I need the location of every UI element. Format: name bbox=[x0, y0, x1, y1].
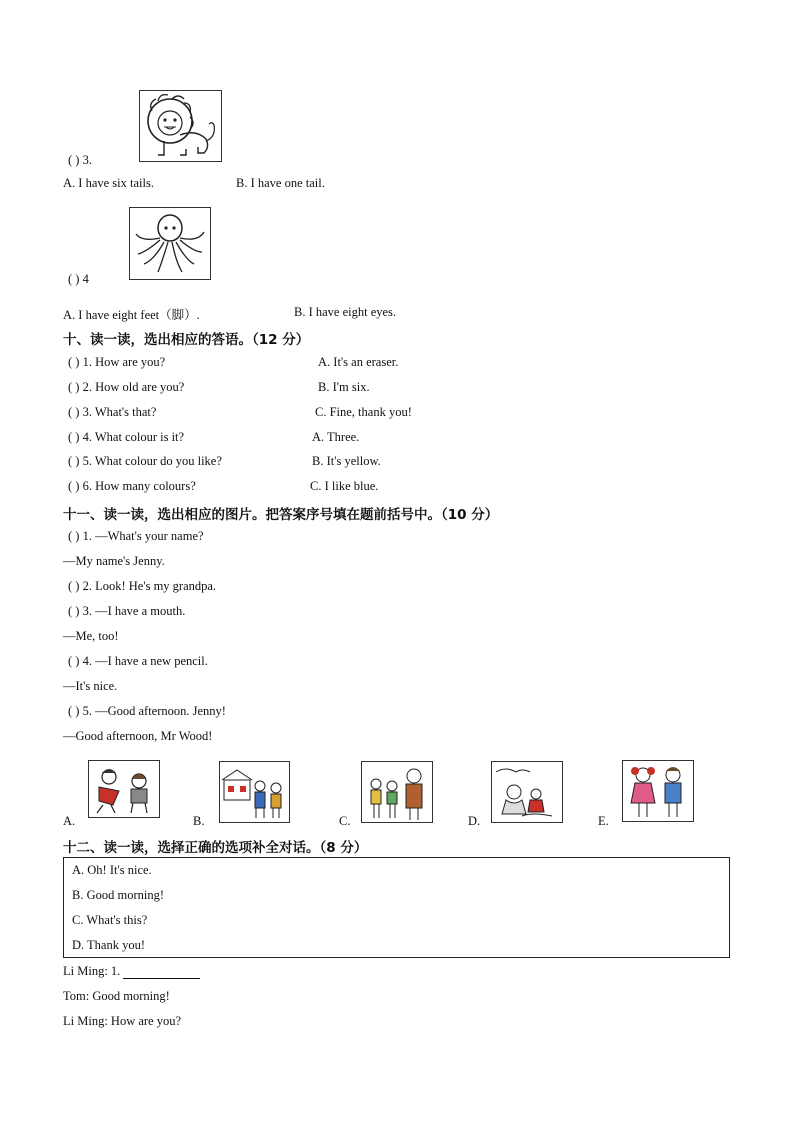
picture-a-children-playing bbox=[88, 760, 160, 818]
section12-title: 十二、读一读，选择正确的选项补全对话。（8 分） bbox=[63, 840, 368, 856]
s11-line-7: —It's nice. bbox=[63, 679, 118, 693]
option-c: C. What's this? bbox=[72, 913, 148, 927]
dialog-line-1 bbox=[63, 964, 200, 979]
picture-e-girl-and-boy bbox=[622, 760, 694, 822]
s10-q6: ( ) 6. How many colours? bbox=[68, 479, 196, 493]
s10-q2: ( ) 2. How old are you? bbox=[68, 380, 185, 394]
option-a: A. Oh! It's nice. bbox=[72, 863, 152, 877]
section10-title: 十、读一读，选出相应的答语。（12 分） bbox=[63, 332, 310, 348]
s11-line-4: ( ) 3. —I have a mouth. bbox=[68, 604, 186, 618]
q4-option-b: B. I have eight eyes. bbox=[294, 305, 397, 319]
s10-a6: C. I like blue. bbox=[310, 479, 379, 493]
s11-line-1: ( ) 1. —What's your name? bbox=[68, 529, 204, 543]
picture-label-a: A. bbox=[63, 814, 76, 828]
q3-number: ( ) 3. bbox=[68, 153, 92, 167]
picture-label-b: B. bbox=[193, 814, 205, 828]
picture-label-c: C. bbox=[339, 814, 351, 828]
picture-b-family-house bbox=[219, 761, 290, 823]
s10-a3: C. Fine, thank you! bbox=[315, 405, 412, 419]
dialog-line-2: Tom: Good morning! bbox=[63, 989, 170, 1003]
q4-number: ( ) 4 bbox=[68, 272, 89, 286]
section11-title: 十一、读一读，选出相应的图片。把答案序号填在题前括号中。（10 分） bbox=[63, 507, 499, 523]
q4-option-a: A. I have eight feet（脚）. bbox=[63, 308, 200, 322]
option-d: D. Thank you! bbox=[72, 938, 146, 952]
s11-line-9: —Good afternoon, Mr Wood! bbox=[63, 729, 213, 743]
s11-line-2: —My name's Jenny. bbox=[63, 554, 165, 568]
dialog-line-3: Li Ming: How are you? bbox=[63, 1014, 182, 1028]
s11-line-8: ( ) 5. —Good afternoon. Jenny! bbox=[68, 704, 226, 718]
s10-a5: B. It's yellow. bbox=[312, 454, 381, 468]
octopus-picture bbox=[129, 207, 211, 280]
picture-label-e: E. bbox=[598, 814, 609, 828]
picture-c-teacher-and-kids bbox=[361, 761, 433, 823]
s10-q1: ( ) 1. How are you? bbox=[68, 355, 166, 369]
q3-option-b: B. I have one tail. bbox=[236, 176, 325, 190]
dialog-line-1-text: Li Ming: 1. bbox=[63, 964, 121, 978]
s10-q3: ( ) 3. What's that? bbox=[68, 405, 157, 419]
s11-line-3: ( ) 2. Look! He's my grandpa. bbox=[68, 579, 217, 593]
s11-line-5: —Me, too! bbox=[63, 629, 119, 643]
s10-a2: B. I'm six. bbox=[318, 380, 370, 394]
s10-a4: A. Three. bbox=[312, 430, 360, 444]
picture-label-d: D. bbox=[468, 814, 481, 828]
s11-line-6: ( ) 4. —I have a new pencil. bbox=[68, 654, 208, 668]
options-box bbox=[63, 857, 730, 958]
answer-blank-1[interactable] bbox=[123, 967, 200, 979]
lion-picture bbox=[139, 90, 222, 162]
s10-q5: ( ) 5. What colour do you like? bbox=[68, 454, 222, 468]
picture-d-grandpa-and-child bbox=[491, 761, 563, 823]
q3-option-a: A. I have six tails. bbox=[63, 176, 154, 190]
s10-q4: ( ) 4. What colour is it? bbox=[68, 430, 185, 444]
s10-a1: A. It's an eraser. bbox=[318, 355, 399, 369]
option-b: B. Good morning! bbox=[72, 888, 165, 902]
